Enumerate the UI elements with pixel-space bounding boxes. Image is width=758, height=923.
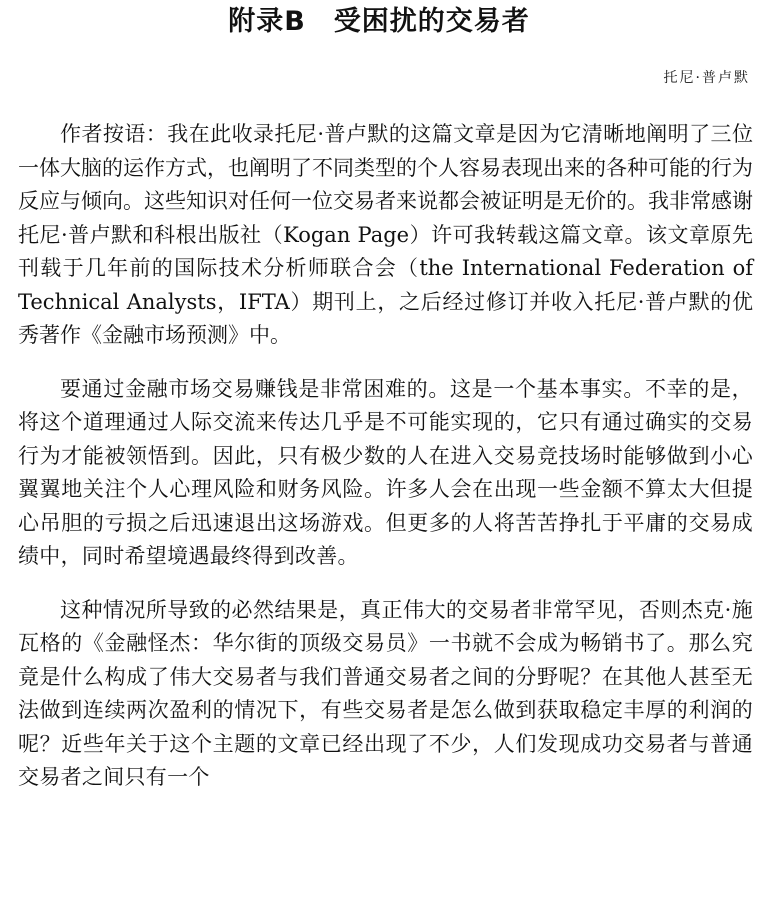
author-name: 托尼·普卢默 <box>663 70 750 86</box>
paragraph-editor-note: 作者按语：我在此收录托尼·普卢默的这篇文章是因为它清晰地阐明了三位一体大脑的运作方式，也阐明了不同类型的个人容易表现出来的各种可能的行为反应与倾向。这些知识对任何一位交易者来说都会被证明是无价的。我非常感谢托尼·普卢默和科根出版社（Kogan Page）许可我转载这篇文章。该文章原先刊载于几年前的国际技术分析师联合会（the International Federation of Technical Analysts，IFTA）期刊上，之后经过修订并收入托尼·普卢默的优秀著作《金融市场预测》中。 <box>18 122 753 347</box>
article-body <box>18 118 753 815</box>
paragraph-body-1: 要通过金融市场交易赚钱是非常困难的。这是一个基本事实。不幸的是，将这个道理通过人际交流来传达几乎是不可能实现的，它只有通过确实的交易行为才能被领悟到。因此，只有极少数的人在进入交易竞技场时能够做到小心翼翼地关注个人心理风险和财务风险。许多人会在出现一些金额不算太大但提心吊胆的亏损之后迅速退出这场游戏。但更多的人将苦苦挣扎于平庸的交易成绩中，同时希望境遇最终得到改善。 <box>18 376 753 568</box>
page-title: 附录B 受困扰的交易者 <box>228 6 530 37</box>
paragraph-body-2: 这种情况所导致的必然结果是，真正伟大的交易者非常罕见，否则杰克·施瓦格的《金融怪杰：华尔街的顶级交易员》一书就不会成为畅销书了。那么究竟是什么构成了伟大交易者与我们普通交易者之间的分野呢？在其他人甚至无法做到连续两次盈利的情况下，有些交易者是怎么做到获取稳定丰厚的利润的呢？近些年关于这个主题的文章已经出现了不少，人们发现成功交易者与普通交易者之间只有一个 <box>18 597 753 789</box>
